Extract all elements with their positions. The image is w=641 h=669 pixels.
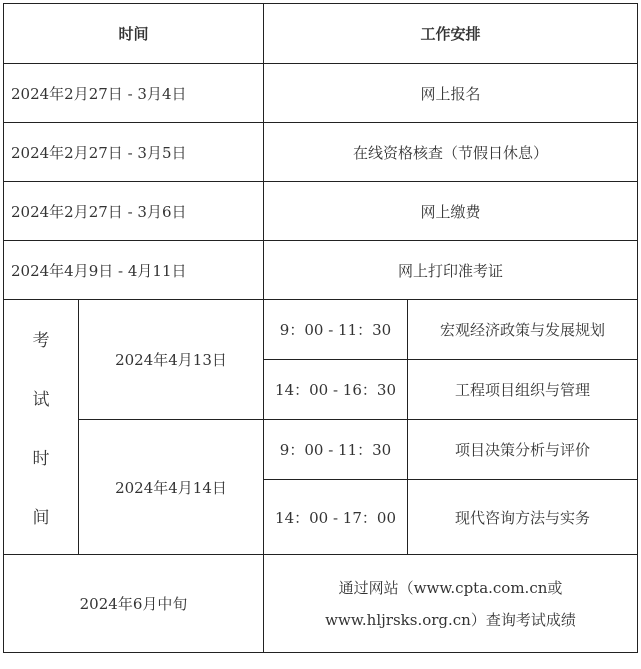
exam-time-label bbox=[4, 300, 79, 555]
session-time: 14：00 - 16：30 bbox=[264, 360, 408, 420]
row-date: 2024年2月27日 - 3月4日 bbox=[4, 64, 264, 123]
result-row bbox=[4, 555, 638, 653]
session-subject: 宏观经济政策与发展规划 bbox=[408, 300, 638, 360]
table-row bbox=[4, 64, 638, 123]
header-time: 时间 bbox=[4, 4, 264, 64]
result-date: 2024年6月中旬 bbox=[4, 555, 264, 653]
exam-schedule-table bbox=[3, 3, 638, 653]
exam-label-char: 试 bbox=[32, 390, 50, 410]
row-task: 网上打印准考证 bbox=[264, 241, 638, 300]
row-date: 2024年2月27日 - 3月5日 bbox=[4, 123, 264, 182]
result-task: 通过网站（www.cpta.com.cn或www.hljrsks.org.cn）查询考试成绩 bbox=[264, 555, 638, 653]
row-date: 2024年4月9日 - 4月11日 bbox=[4, 241, 264, 300]
exam-label-char: 时 bbox=[32, 449, 50, 469]
exam-day-date: 2024年4月13日 bbox=[79, 300, 264, 420]
exam-label-char: 考 bbox=[32, 331, 50, 351]
session-time: 9：00 - 11：30 bbox=[264, 300, 408, 360]
exam-row bbox=[4, 420, 638, 480]
table-row bbox=[4, 182, 638, 241]
session-subject: 工程项目组织与管理 bbox=[408, 360, 638, 420]
header-work: 工作安排 bbox=[264, 4, 638, 64]
table-row bbox=[4, 123, 638, 182]
session-subject: 现代咨询方法与实务 bbox=[408, 480, 638, 555]
row-task: 网上报名 bbox=[264, 64, 638, 123]
row-task: 网上缴费 bbox=[264, 182, 638, 241]
exam-day-date: 2024年4月14日 bbox=[79, 420, 264, 555]
session-subject: 项目决策分析与评价 bbox=[408, 420, 638, 480]
session-time: 14：00 - 17：00 bbox=[264, 480, 408, 555]
row-date: 2024年2月27日 - 3月6日 bbox=[4, 182, 264, 241]
exam-row bbox=[4, 300, 638, 360]
row-task: 在线资格核查（节假日休息） bbox=[264, 123, 638, 182]
exam-label-char: 间 bbox=[32, 508, 50, 528]
header-row bbox=[4, 4, 638, 64]
session-time: 9：00 - 11：30 bbox=[264, 420, 408, 480]
table-row bbox=[4, 241, 638, 300]
